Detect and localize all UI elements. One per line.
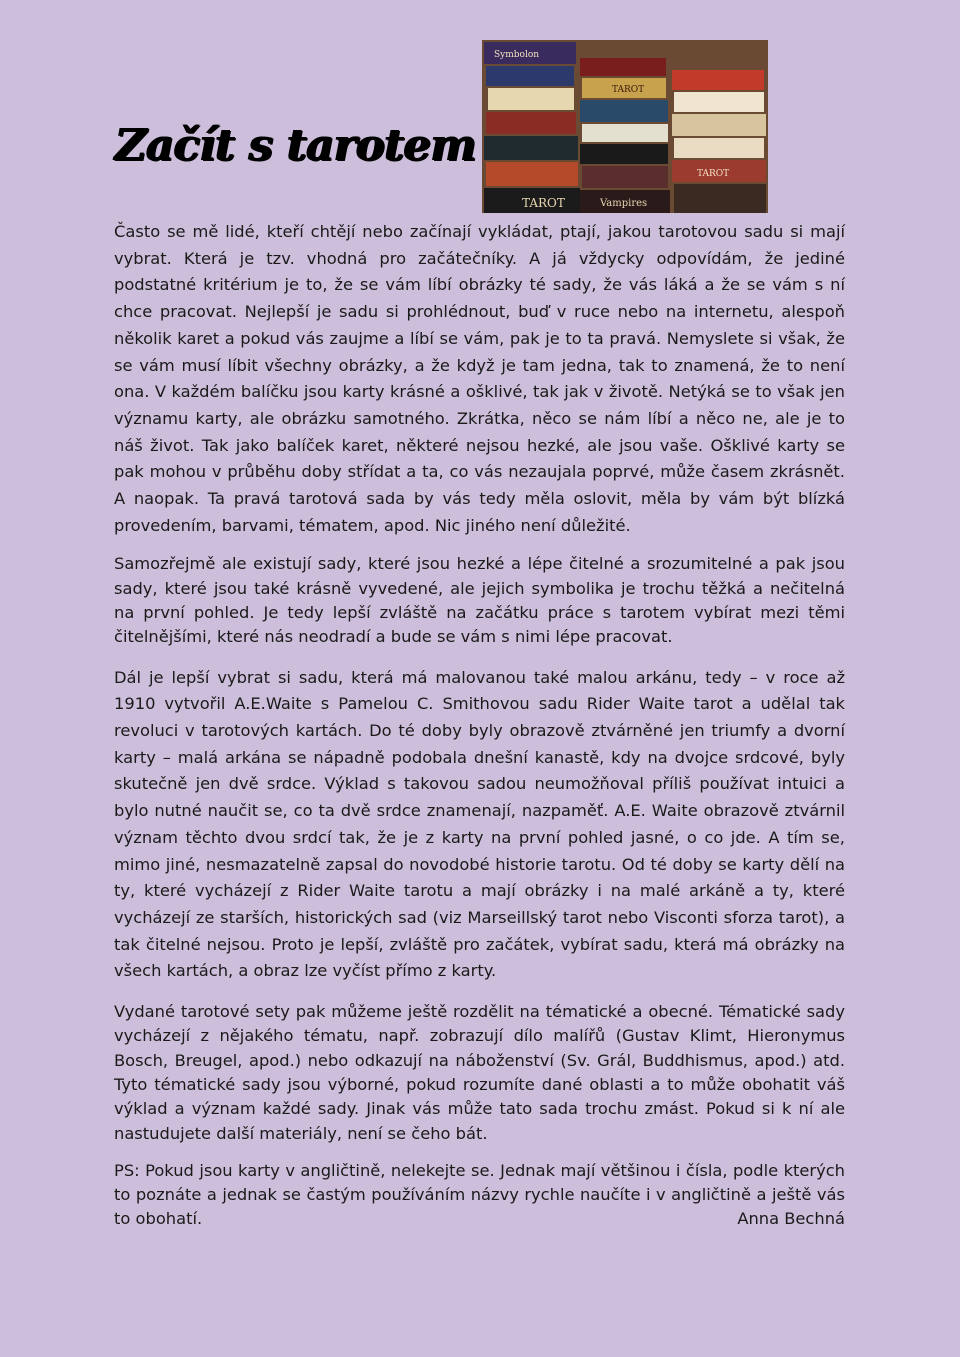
author-name: Anna Bechná <box>737 1209 845 1229</box>
paragraph-1: Často se mě lidé, kteří chtějí nebo začínají vykládat, ptají, jakou tarotovou sadu si mají vybrat. Která je tzv. vhodná pro začátečníky. A já vždycky odpovídám, že jediné podstatné kritérium je to, že se vám líbí obrázky té sady, že vás láká a že se vám s ní chce pracovat. Nejlepší je sadu si prohlédnout, buď v ruce nebo na internetu, alespoň několik karet a pokud vás zaujme a líbí se vám, pak je to ta pravá. Nemyslete si však, že se vám musí líbit všechny obrázky, a že když je tam jedna, tak to znamená, že to není ona. V každém balíčku jsou karty krásné a ošklivé, tak jak v životě. Netýká se to však jen významu karty, ale obrázku samotného. Zkrátka, něco se nám líbí a něco ne, ale je to náš život. Tak jako balíček karet, některé nejsou hezké, ale jsou vaše. Ošklivé karty se pak mohou v průběhu doby střídat a ta, co vás nezaujala poprvé, může časem zkrásnět. A naopak. Ta pravá tarotová sada by vás tedy měla oslovit, měla by vám být blízká provedením, barvami, tématem, apod. Nic jiného není důležité. <box>114 222 845 535</box>
box-label: TAROT <box>612 85 645 95</box>
box-label: Vampires <box>600 198 648 209</box>
article-body <box>114 219 845 1232</box>
tarot-decks-photo <box>482 40 768 213</box>
paragraph-3: Dál je lepší vybrat si sadu, která má malovanou také malou arkánu, tedy – v roce až 1910 vytvořil A.E.Waite s Pamelou C. Smithovou sadu Rider Waite tarot a udělal tak revoluci v tarotových kartách. Do té doby byly obrazově ztvárněné jen triumfy a dvorní karty – malá arkána se nápadně podobala dnešní kanastě, kdy na dvojce srdcové, byly skutečně jen dvě srdce. Výklad s takovou sadou neumožňoval příliš používat intuici a bylo nutné naučit se, co ta dvě srdce znamenají, nazpaměť. A.E. Waite obrazově ztvárnil význam těchto dvou srdcí tak, že je z karty na první pohled jasné, o co jde. A tím se, mimo jiné, nesmazatelně zapsal do novodobé historie tarotu. Od té doby se karty dělí na ty, které vycházejí z Rider Waite tarotu a mají obrázky i na malé arkáně a ty, které vycházejí ze starších, historických sad (viz Marseillský tarot nebo Visconti sforza tarot), a tak čitelné nejsou. Proto je lepší, zvláště pro začátek, vybírat sadu, která má obrázky na všech kartách, a obraz lze vyčíst přímo z karty. <box>114 667 845 981</box>
ps-text: PS: Pokud jsou karty v angličtině, nelekejte se. Jednak mají většinou i čísla, podle kterých to poznáte a jednak se častým používáním názvy rychle naučíte i v angličtině a ještě vás to obohatí. <box>114 1160 845 1229</box>
author-line <box>114 1207 845 1231</box>
box-label: Symbolon <box>494 50 540 60</box>
tarot-boxes-illustration <box>482 40 768 213</box>
box-label: TAROT <box>522 196 565 210</box>
page-title: Začít s tarotem <box>115 120 477 171</box>
paragraph-2: Samozřejmě ale existují sady, které jsou hezké a lépe čitelné a srozumitelné a pak jsou sady, které jsou také krásně vyvedené, ale jejich symbolika je trochu těžká a nečitelná na první pohled. Je tedy lepší zvláště na začátku práce s tarotem vybírat mezi těmi čitelnějšími, které nás neodradí a bude se vám s nimi lépe pracovat. <box>114 554 845 647</box>
ps-block <box>114 1159 845 1232</box>
paragraph-4: Vydané tarotové sety pak můžeme ještě rozdělit na tématické a obecné. Tématické sady vycházejí z nějakého tématu, např. zobrazují dílo malířů (Gustav Klimt, Hieronymus Bosch, Breugel, apod.) nebo odkazují na náboženství (Sv. Grál, Buddhismus, apod.) atd. Tyto tématické sady jsou výborné, pokud rozumíte dané oblasti a to může obohatit váš výklad a význam každé sady. Jinak vás může tato sada trochu zmást. Pokud si k ní ale nastudujete další materiály, není se čeho bát. <box>114 1002 845 1143</box>
box-label: TAROT <box>697 169 730 179</box>
